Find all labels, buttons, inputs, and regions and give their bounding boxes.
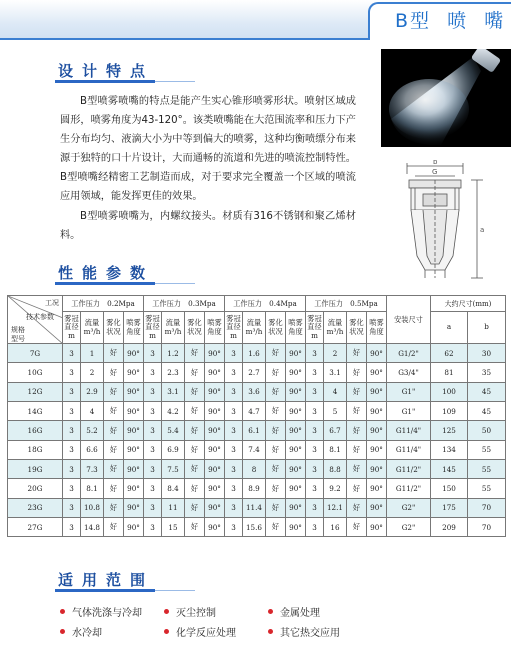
cell-state: 好 bbox=[185, 479, 205, 498]
cell-model: 19G bbox=[8, 460, 63, 479]
sub-header-orifice-diameter: 雾冠直径m bbox=[144, 312, 162, 344]
cell-orifice: 3 bbox=[306, 440, 324, 459]
cell-angle: 90° bbox=[205, 460, 225, 479]
cell-orifice: 3 bbox=[144, 479, 162, 498]
cell-orifice: 3 bbox=[225, 382, 243, 401]
cell-angle: 90° bbox=[286, 460, 306, 479]
cell-state: 好 bbox=[185, 344, 205, 363]
cell-orifice: 3 bbox=[144, 363, 162, 382]
cell-size-a: 150 bbox=[431, 479, 468, 498]
table-row bbox=[8, 382, 506, 401]
cell-install-size: G11/4" bbox=[387, 421, 431, 440]
section-performance bbox=[58, 262, 154, 283]
cell-flow: 15 bbox=[162, 518, 185, 537]
cell-orifice: 3 bbox=[225, 402, 243, 421]
cell-flow: 8.1 bbox=[324, 440, 347, 459]
cell-state: 好 bbox=[347, 363, 367, 382]
sub-header-atomization-state: 雾化状况 bbox=[104, 312, 124, 344]
cell-angle: 90° bbox=[205, 498, 225, 517]
cell-flow: 14.8 bbox=[81, 518, 104, 537]
cell-size-b: 70 bbox=[468, 518, 506, 537]
cell-angle: 90° bbox=[205, 363, 225, 382]
section-underline bbox=[55, 80, 155, 83]
cell-flow: 4.2 bbox=[162, 402, 185, 421]
cell-orifice: 3 bbox=[144, 518, 162, 537]
section-title-application: 适用范围 bbox=[58, 571, 155, 589]
table-corner-cell bbox=[8, 296, 63, 344]
cell-state: 好 bbox=[347, 344, 367, 363]
cell-state: 好 bbox=[185, 382, 205, 401]
description-paragraph-2: B型喷雾喷嘴为，内螺纹接头。材质有316不锈钢和聚乙烯材料。 bbox=[60, 210, 356, 241]
application-row bbox=[60, 601, 460, 621]
sub-header-spray-angle: 喷雾角度 bbox=[205, 312, 225, 344]
cell-state: 好 bbox=[266, 421, 286, 440]
cell-orifice: 3 bbox=[306, 498, 324, 517]
cell-orifice: 3 bbox=[63, 460, 81, 479]
cell-angle: 90° bbox=[124, 440, 144, 459]
cell-flow: 5.4 bbox=[162, 421, 185, 440]
cell-angle: 90° bbox=[367, 363, 387, 382]
nozzle-drawing bbox=[395, 160, 495, 285]
cell-orifice: 3 bbox=[306, 344, 324, 363]
cell-state: 好 bbox=[347, 498, 367, 517]
application-label: 灭尘控制 bbox=[176, 607, 216, 619]
cell-flow: 7.3 bbox=[81, 460, 104, 479]
cell-flow: 1.6 bbox=[243, 344, 266, 363]
cell-orifice: 3 bbox=[144, 382, 162, 401]
cell-model: 12G bbox=[8, 382, 63, 401]
cell-install-size: G3/4" bbox=[387, 363, 431, 382]
cell-orifice: 3 bbox=[144, 460, 162, 479]
sub-header-spray-angle: 喷雾角度 bbox=[367, 312, 387, 344]
cell-orifice: 3 bbox=[63, 518, 81, 537]
cell-install-size: G11/4" bbox=[387, 440, 431, 459]
cell-flow: 2 bbox=[324, 344, 347, 363]
application-label: 化学反应处理 bbox=[176, 627, 236, 639]
section-underline bbox=[55, 282, 155, 285]
cell-angle: 90° bbox=[286, 421, 306, 440]
cell-angle: 90° bbox=[367, 460, 387, 479]
cell-state: 好 bbox=[347, 382, 367, 401]
cell-size-a: 62 bbox=[431, 344, 468, 363]
cell-angle: 90° bbox=[367, 382, 387, 401]
section-application bbox=[58, 569, 154, 590]
sub-header-atomization-state: 雾化状况 bbox=[347, 312, 367, 344]
bullet-icon bbox=[268, 609, 273, 614]
cell-model: 7G bbox=[8, 344, 63, 363]
bullet-icon bbox=[164, 629, 169, 634]
pressure-header-2: 工作压力 0.3Mpa bbox=[144, 296, 225, 312]
cell-orifice: 3 bbox=[144, 440, 162, 459]
cell-flow: 6.1 bbox=[243, 421, 266, 440]
section-title-design: 设计特点 bbox=[58, 62, 155, 80]
cell-install-size: G2" bbox=[387, 518, 431, 537]
cell-angle: 90° bbox=[367, 344, 387, 363]
cell-state: 好 bbox=[266, 460, 286, 479]
cell-state: 好 bbox=[104, 498, 124, 517]
cell-orifice: 3 bbox=[306, 518, 324, 537]
col-header-b: b bbox=[468, 312, 506, 344]
pressure-header-4: 工作压力 0.5Mpa bbox=[306, 296, 387, 312]
application-item bbox=[164, 624, 268, 639]
cell-flow: 3.1 bbox=[162, 382, 185, 401]
cell-size-a: 125 bbox=[431, 421, 468, 440]
table-row bbox=[8, 402, 506, 421]
application-list bbox=[60, 601, 460, 641]
cell-flow: 6.9 bbox=[162, 440, 185, 459]
table-row bbox=[8, 344, 506, 363]
spec-table bbox=[7, 295, 506, 537]
cell-orifice: 3 bbox=[306, 460, 324, 479]
cell-flow: 8.9 bbox=[243, 479, 266, 498]
cell-angle: 90° bbox=[124, 421, 144, 440]
section-underline bbox=[55, 589, 155, 592]
cell-orifice: 3 bbox=[225, 460, 243, 479]
cell-flow: 16 bbox=[324, 518, 347, 537]
cell-state: 好 bbox=[104, 460, 124, 479]
cell-flow: 7.4 bbox=[243, 440, 266, 459]
sub-header-atomization-state: 雾化状况 bbox=[266, 312, 286, 344]
cell-size-a: 209 bbox=[431, 518, 468, 537]
cell-angle: 90° bbox=[367, 440, 387, 459]
cell-size-b: 70 bbox=[468, 498, 506, 517]
corner-label-spec: 规格 bbox=[11, 326, 25, 334]
cell-state: 好 bbox=[266, 440, 286, 459]
drawing-label-b: b bbox=[433, 160, 438, 166]
cell-orifice: 3 bbox=[144, 421, 162, 440]
cell-state: 好 bbox=[266, 498, 286, 517]
cell-flow: 6.7 bbox=[324, 421, 347, 440]
cell-angle: 90° bbox=[367, 402, 387, 421]
cell-flow: 4 bbox=[81, 402, 104, 421]
cell-state: 好 bbox=[347, 440, 367, 459]
cell-install-size: G1" bbox=[387, 402, 431, 421]
cell-size-b: 45 bbox=[468, 402, 506, 421]
cell-flow: 5.2 bbox=[81, 421, 104, 440]
cell-angle: 90° bbox=[205, 440, 225, 459]
cell-state: 好 bbox=[104, 382, 124, 401]
cell-orifice: 3 bbox=[306, 421, 324, 440]
corner-label-type: 型号 bbox=[11, 335, 25, 343]
cell-orifice: 3 bbox=[225, 440, 243, 459]
cell-flow: 8.1 bbox=[81, 479, 104, 498]
sub-header-flow-rate: 流量m³/h bbox=[324, 312, 347, 344]
cell-size-a: 81 bbox=[431, 363, 468, 382]
header-rule bbox=[0, 38, 370, 40]
cell-flow: 3.1 bbox=[324, 363, 347, 382]
section-design bbox=[58, 60, 154, 81]
pressure-header-1: 工作压力 0.2Mpa bbox=[63, 296, 144, 312]
cell-orifice: 3 bbox=[306, 479, 324, 498]
cell-angle: 90° bbox=[286, 402, 306, 421]
cell-angle: 90° bbox=[367, 421, 387, 440]
cell-size-b: 45 bbox=[468, 382, 506, 401]
section-title-performance: 性能参数 bbox=[58, 264, 155, 282]
cell-orifice: 3 bbox=[225, 421, 243, 440]
cell-orifice: 3 bbox=[306, 363, 324, 382]
cell-orifice: 3 bbox=[144, 402, 162, 421]
cell-orifice: 3 bbox=[225, 344, 243, 363]
cell-model: 20G bbox=[8, 479, 63, 498]
cell-angle: 90° bbox=[124, 344, 144, 363]
cell-state: 好 bbox=[347, 460, 367, 479]
sub-header-flow-rate: 流量m³/h bbox=[243, 312, 266, 344]
application-item bbox=[164, 604, 268, 619]
cell-size-b: 55 bbox=[468, 479, 506, 498]
spray-photo bbox=[381, 49, 511, 147]
application-item bbox=[60, 604, 164, 619]
cell-state: 好 bbox=[185, 498, 205, 517]
cell-state: 好 bbox=[104, 363, 124, 382]
cell-install-size: G11/2" bbox=[387, 460, 431, 479]
cell-size-a: 175 bbox=[431, 498, 468, 517]
sub-header-orifice-diameter: 雾冠直径m bbox=[306, 312, 324, 344]
cell-flow: 5 bbox=[324, 402, 347, 421]
cell-flow: 12.1 bbox=[324, 498, 347, 517]
cell-flow: 11.4 bbox=[243, 498, 266, 517]
corner-label-condition: 工况 bbox=[45, 299, 59, 307]
cell-size-b: 30 bbox=[468, 344, 506, 363]
cell-angle: 90° bbox=[286, 363, 306, 382]
cell-angle: 90° bbox=[205, 421, 225, 440]
cell-size-a: 109 bbox=[431, 402, 468, 421]
cell-orifice: 3 bbox=[63, 363, 81, 382]
bullet-icon bbox=[60, 609, 65, 614]
cell-angle: 90° bbox=[124, 479, 144, 498]
install-size-header: 安装尺寸 bbox=[387, 296, 431, 344]
cell-angle: 90° bbox=[367, 518, 387, 537]
corner-label-params: 技术参数 bbox=[26, 313, 54, 321]
cell-angle: 90° bbox=[124, 460, 144, 479]
cell-angle: 90° bbox=[124, 363, 144, 382]
cell-flow: 10.8 bbox=[81, 498, 104, 517]
cell-flow: 3.6 bbox=[243, 382, 266, 401]
cell-size-a: 100 bbox=[431, 382, 468, 401]
cell-angle: 90° bbox=[205, 344, 225, 363]
cell-install-size: G1/2" bbox=[387, 344, 431, 363]
bullet-icon bbox=[268, 629, 273, 634]
cell-install-size: G1" bbox=[387, 382, 431, 401]
cell-state: 好 bbox=[185, 440, 205, 459]
cell-flow: 15.6 bbox=[243, 518, 266, 537]
cell-orifice: 3 bbox=[306, 382, 324, 401]
table-row bbox=[8, 479, 506, 498]
cell-orifice: 3 bbox=[306, 402, 324, 421]
cell-orifice: 3 bbox=[63, 402, 81, 421]
cell-state: 好 bbox=[347, 518, 367, 537]
cell-flow: 1 bbox=[81, 344, 104, 363]
description-paragraph-1: B型喷雾喷嘴的特点是能产生实心锥形喷雾形状。喷射区域成圆形，喷雾角度为43-120°。该类喷嘴能在大范围流率和压力下产生分布均匀、液滴大小为中等到偏大的喷雾，这种均衡喷缥分布来源于独特的口十片设计，大而通畅的流道和先进的喷流控制特性。B型喷嘴经精密工艺制造而成，对于要求完全覆盖一个区域的喷流应用领域，能发挥更佳的效果。 bbox=[60, 96, 356, 203]
cell-angle: 90° bbox=[205, 382, 225, 401]
application-label: 其它热交应用 bbox=[280, 627, 340, 639]
table-row bbox=[8, 498, 506, 517]
cell-angle: 90° bbox=[205, 402, 225, 421]
cell-model: 10G bbox=[8, 363, 63, 382]
cell-angle: 90° bbox=[205, 479, 225, 498]
cell-state: 好 bbox=[104, 479, 124, 498]
cell-flow: 8.8 bbox=[324, 460, 347, 479]
cell-orifice: 3 bbox=[63, 382, 81, 401]
cell-flow: 2.3 bbox=[162, 363, 185, 382]
cell-orifice: 3 bbox=[63, 479, 81, 498]
cell-angle: 90° bbox=[124, 518, 144, 537]
cell-angle: 90° bbox=[367, 479, 387, 498]
cell-state: 好 bbox=[266, 402, 286, 421]
cell-state: 好 bbox=[104, 402, 124, 421]
sub-header-spray-angle: 喷雾角度 bbox=[286, 312, 306, 344]
cell-model: 18G bbox=[8, 440, 63, 459]
cell-size-b: 35 bbox=[468, 363, 506, 382]
cell-install-size: G2" bbox=[387, 498, 431, 517]
table-row bbox=[8, 440, 506, 459]
cell-size-b: 55 bbox=[468, 460, 506, 479]
cell-flow: 9.2 bbox=[324, 479, 347, 498]
cell-flow: 7.5 bbox=[162, 460, 185, 479]
bullet-icon bbox=[164, 609, 169, 614]
cell-state: 好 bbox=[266, 479, 286, 498]
cell-angle: 90° bbox=[286, 344, 306, 363]
cell-angle: 90° bbox=[124, 498, 144, 517]
cell-state: 好 bbox=[266, 382, 286, 401]
cell-orifice: 3 bbox=[225, 498, 243, 517]
cell-state: 好 bbox=[104, 344, 124, 363]
cell-size-b: 55 bbox=[468, 440, 506, 459]
cell-angle: 90° bbox=[124, 382, 144, 401]
col-header-a: a bbox=[431, 312, 468, 344]
cell-size-a: 145 bbox=[431, 460, 468, 479]
table-row bbox=[8, 460, 506, 479]
cell-orifice: 3 bbox=[63, 421, 81, 440]
cell-state: 好 bbox=[266, 363, 286, 382]
cell-flow: 8.4 bbox=[162, 479, 185, 498]
cell-state: 好 bbox=[347, 479, 367, 498]
pressure-header-3: 工作压力 0.4Mpa bbox=[225, 296, 306, 312]
drawing-label-g: G bbox=[432, 168, 438, 176]
cell-angle: 90° bbox=[286, 479, 306, 498]
cell-angle: 90° bbox=[124, 402, 144, 421]
application-item bbox=[268, 624, 418, 639]
application-item bbox=[268, 604, 418, 619]
cell-model: 23G bbox=[8, 498, 63, 517]
cell-state: 好 bbox=[347, 402, 367, 421]
sub-header-flow-rate: 流量m³/h bbox=[81, 312, 104, 344]
sub-header-atomization-state: 雾化状况 bbox=[185, 312, 205, 344]
application-row bbox=[60, 621, 460, 641]
cell-state: 好 bbox=[185, 402, 205, 421]
cell-state: 好 bbox=[266, 518, 286, 537]
cell-state: 好 bbox=[266, 344, 286, 363]
cell-state: 好 bbox=[185, 363, 205, 382]
application-item bbox=[60, 624, 164, 639]
cell-orifice: 3 bbox=[63, 498, 81, 517]
cell-install-size: G11/2" bbox=[387, 479, 431, 498]
cell-state: 好 bbox=[185, 421, 205, 440]
cell-flow: 2.7 bbox=[243, 363, 266, 382]
cell-state: 好 bbox=[104, 421, 124, 440]
cell-flow: 4.7 bbox=[243, 402, 266, 421]
cell-orifice: 3 bbox=[63, 440, 81, 459]
cell-model: 27G bbox=[8, 518, 63, 537]
cell-angle: 90° bbox=[286, 498, 306, 517]
cell-flow: 2.9 bbox=[81, 382, 104, 401]
sub-header-spray-angle: 喷雾角度 bbox=[124, 312, 144, 344]
application-label: 金属处理 bbox=[280, 607, 320, 619]
table-row bbox=[8, 363, 506, 382]
cell-state: 好 bbox=[185, 460, 205, 479]
application-label: 水冷却 bbox=[72, 627, 102, 639]
table-row bbox=[8, 421, 506, 440]
cell-orifice: 3 bbox=[144, 498, 162, 517]
bullet-icon bbox=[60, 629, 65, 634]
cell-orifice: 3 bbox=[225, 479, 243, 498]
cell-orifice: 3 bbox=[144, 344, 162, 363]
cell-model: 14G bbox=[8, 402, 63, 421]
cell-orifice: 3 bbox=[225, 363, 243, 382]
drawing-label-a: a bbox=[480, 226, 485, 234]
cell-flow: 1.2 bbox=[162, 344, 185, 363]
cell-flow: 6.6 bbox=[81, 440, 104, 459]
cell-state: 好 bbox=[104, 518, 124, 537]
cell-size-b: 50 bbox=[468, 421, 506, 440]
cell-angle: 90° bbox=[205, 518, 225, 537]
cell-angle: 90° bbox=[367, 498, 387, 517]
cell-angle: 90° bbox=[286, 382, 306, 401]
cell-angle: 90° bbox=[286, 440, 306, 459]
cell-flow: 4 bbox=[324, 382, 347, 401]
cell-angle: 90° bbox=[286, 518, 306, 537]
cell-model: 16G bbox=[8, 421, 63, 440]
cell-flow: 8 bbox=[243, 460, 266, 479]
cell-orifice: 3 bbox=[63, 344, 81, 363]
description-text bbox=[60, 92, 356, 245]
table-row bbox=[8, 518, 506, 537]
approx-size-header: 大约尺寸(mm) bbox=[431, 296, 506, 312]
cell-size-a: 134 bbox=[431, 440, 468, 459]
sub-header-flow-rate: 流量m³/h bbox=[162, 312, 185, 344]
cell-orifice: 3 bbox=[225, 518, 243, 537]
cell-flow: 11 bbox=[162, 498, 185, 517]
cell-state: 好 bbox=[104, 440, 124, 459]
sub-header-orifice-diameter: 雾冠直径m bbox=[63, 312, 81, 344]
application-label: 气体洗涤与冷却 bbox=[72, 607, 142, 619]
page-title: B型 喷 嘴 bbox=[395, 10, 506, 32]
cell-flow: 2 bbox=[81, 363, 104, 382]
cell-state: 好 bbox=[347, 421, 367, 440]
sub-header-orifice-diameter: 雾冠直径m bbox=[225, 312, 243, 344]
cell-state: 好 bbox=[185, 518, 205, 537]
